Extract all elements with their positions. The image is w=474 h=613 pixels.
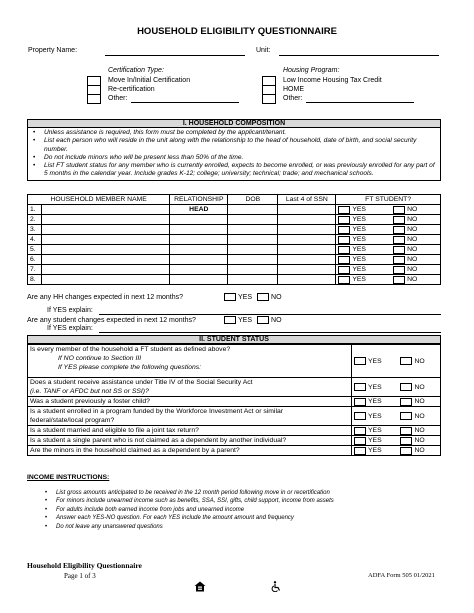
- no-label: NO: [414, 447, 425, 454]
- yes-label: YES: [352, 206, 366, 213]
- no-label: NO: [407, 276, 418, 283]
- yes-label: YES: [352, 236, 366, 243]
- s1-bullet: • List FT student status for any member who is currently enrolled, expects to become enrolled, or was previously enrolled for any part of 5 months in the calendar year. Include grades K-12; college; university; technical; trade; and mechanical schools.: [30, 162, 438, 179]
- table-row: [28, 245, 441, 255]
- row-number: 3.: [28, 225, 42, 235]
- ssn-cell[interactable]: [278, 235, 336, 245]
- table-row: [28, 436, 441, 446]
- yes-checkbox[interactable]: [354, 412, 366, 420]
- no-checkbox[interactable]: [393, 226, 405, 234]
- s1-bullet: • Unless assistance is required, this form must be completed by the applicant/tenant.: [30, 129, 438, 137]
- relationship-cell[interactable]: [170, 245, 228, 255]
- ssn-cell[interactable]: [278, 225, 336, 235]
- student-changes-yes-checkbox[interactable]: [224, 316, 236, 324]
- footer-form-number: ADFA Form 505 01/2021: [368, 572, 435, 579]
- no-checkbox[interactable]: [400, 447, 412, 455]
- yes-checkbox[interactable]: [354, 357, 366, 365]
- row-number: 5.: [28, 245, 42, 255]
- ssn-cell[interactable]: [278, 205, 336, 215]
- yes-checkbox[interactable]: [338, 256, 350, 264]
- no-label: NO: [414, 357, 425, 365]
- student-explain-label: If YES explain:: [47, 325, 93, 332]
- dob-cell[interactable]: [228, 205, 278, 215]
- q1-text: Is every member of the household a FT student as defined above?: [30, 346, 231, 353]
- yes-label: YES: [368, 383, 382, 391]
- no-label: NO: [414, 437, 425, 444]
- yes-label: YES: [238, 293, 253, 301]
- table-row: [28, 255, 441, 265]
- program-option-lihtc: Low Income Housing Tax Credit: [283, 77, 382, 84]
- yes-label: YES: [368, 437, 382, 444]
- yes-checkbox[interactable]: [338, 236, 350, 244]
- yes-checkbox[interactable]: [354, 383, 366, 391]
- no-checkbox[interactable]: [400, 383, 412, 391]
- s1-bullet: • List each person who will reside in the unit along with the relationship to the head of household, date of birth, and social security number.: [30, 137, 438, 154]
- col-dob: DOB: [228, 195, 278, 205]
- yes-label: YES: [352, 276, 366, 283]
- no-checkbox[interactable]: [400, 398, 412, 406]
- dob-cell[interactable]: [228, 275, 278, 285]
- cert-other-field[interactable]: [131, 94, 239, 103]
- program-heading: Housing Program:: [283, 67, 340, 74]
- ssn-cell[interactable]: [278, 265, 336, 275]
- no-label: NO: [271, 293, 282, 301]
- student-status-table: [27, 344, 441, 456]
- section-household-composition-heading: I. HOUSEHOLD COMPOSITION: [27, 119, 441, 128]
- program-lihtc-checkbox[interactable]: [263, 77, 275, 86]
- no-label: NO: [414, 412, 425, 420]
- program-home-checkbox[interactable]: [263, 86, 275, 95]
- col-ssn: Last 4 of SSN: [278, 195, 336, 205]
- dob-cell[interactable]: [228, 245, 278, 255]
- yes-checkbox[interactable]: [338, 276, 350, 284]
- row-number: 4.: [28, 235, 42, 245]
- program-option-other: Other:: [283, 95, 303, 103]
- no-label: NO: [414, 383, 425, 391]
- income-bullet: • List gross amounts anticipated to be received in the 12 month period following move in or recertification: [42, 489, 442, 497]
- cert-checkbox-group[interactable]: [87, 76, 101, 104]
- cert-heading: Certification Type:: [108, 67, 164, 74]
- no-checkbox[interactable]: [393, 236, 405, 244]
- footer-page-number: Page 1 of 3: [64, 572, 96, 580]
- name-cell[interactable]: [42, 265, 170, 275]
- student-changes-no-checkbox[interactable]: [257, 316, 269, 324]
- no-label: NO: [414, 427, 425, 434]
- row-number: 7.: [28, 265, 42, 275]
- no-checkbox[interactable]: [400, 437, 412, 445]
- col-ft-student: FT STUDENT?: [336, 195, 441, 205]
- ssn-cell[interactable]: [278, 275, 336, 285]
- page-title: HOUSEHOLD ELIGIBILITY QUESTIONNAIRE: [137, 26, 337, 37]
- col-relationship: RELATIONSHIP: [170, 195, 228, 205]
- no-checkbox[interactable]: [400, 357, 412, 365]
- q4-text-b: federal/state/local program?: [30, 417, 115, 424]
- name-cell[interactable]: [42, 225, 170, 235]
- household-members-table: [27, 194, 441, 285]
- row-number: 1.: [28, 205, 42, 215]
- yes-label: YES: [368, 398, 382, 405]
- q6-text: Is a student a single parent who is not claimed as a dependent by another individual?: [28, 436, 352, 446]
- no-checkbox[interactable]: [393, 276, 405, 284]
- student-explain-field[interactable]: [99, 324, 441, 333]
- yes-label: YES: [352, 256, 366, 263]
- col-member-name: HOUSEHOLD MEMBER NAME: [28, 195, 170, 205]
- property-name-field[interactable]: [105, 47, 245, 56]
- yes-checkbox[interactable]: [338, 226, 350, 234]
- no-checkbox[interactable]: [400, 427, 412, 435]
- no-checkbox[interactable]: [400, 412, 412, 420]
- q4-text: Is a student enrolled in a program funded by the Workforce Investment Act or similar: [30, 408, 283, 415]
- no-label: NO: [407, 256, 418, 263]
- table-row: [28, 407, 441, 426]
- hh-changes-question: Are any HH changes expected in next 12 months?: [27, 294, 184, 301]
- yes-label: YES: [352, 216, 366, 223]
- cert-option-other: Other:: [108, 95, 128, 103]
- table-row: [28, 275, 441, 285]
- accessibility-icon: [271, 581, 281, 594]
- hh-explain-field[interactable]: [99, 306, 441, 315]
- q2-text-b: (i.e. TANF or AFDC but not SS or SSI)?: [30, 388, 149, 395]
- cert-recert-checkbox[interactable]: [88, 86, 100, 95]
- hh-explain-label: If YES explain:: [47, 307, 93, 314]
- yes-checkbox[interactable]: [354, 398, 366, 406]
- q1-sub-yes: If YES please complete the following questions:: [58, 364, 202, 371]
- name-cell[interactable]: [42, 205, 170, 215]
- equal-housing-icon: [194, 581, 206, 594]
- section-1-instructions: [27, 128, 441, 181]
- cert-option-recert: Re-certification: [108, 86, 155, 94]
- table-row: [28, 345, 441, 378]
- name-cell[interactable]: [42, 255, 170, 265]
- no-checkbox[interactable]: [393, 266, 405, 274]
- hh-changes-no-checkbox[interactable]: [257, 293, 269, 301]
- yes-checkbox[interactable]: [338, 206, 350, 214]
- table-row: [28, 397, 441, 407]
- property-label: Property Name:: [28, 47, 78, 54]
- table-row: [28, 235, 441, 245]
- student-changes-question: Are any student changes expected in next 12 months?: [27, 317, 196, 324]
- no-checkbox[interactable]: [393, 256, 405, 264]
- unit-field[interactable]: [279, 47, 439, 56]
- dob-cell[interactable]: [228, 235, 278, 245]
- table-row: [28, 378, 441, 397]
- no-label: NO: [271, 316, 282, 324]
- table-row: [28, 225, 441, 235]
- ssn-cell[interactable]: [278, 245, 336, 255]
- no-label: NO: [414, 398, 425, 405]
- yes-checkbox[interactable]: [338, 216, 350, 224]
- cert-other-checkbox[interactable]: [88, 95, 100, 103]
- no-label: NO: [407, 246, 418, 253]
- ssn-cell[interactable]: [278, 215, 336, 225]
- income-bullet: • For adults include both earned income from jobs and unearned income: [42, 506, 442, 514]
- q7-text: Are the minors in the household claimed as a dependent by a parent?: [28, 446, 352, 456]
- dob-cell[interactable]: [228, 265, 278, 275]
- yes-checkbox[interactable]: [354, 427, 366, 435]
- name-cell[interactable]: [42, 215, 170, 225]
- table-header-row: [28, 195, 441, 205]
- relationship-cell[interactable]: [170, 235, 228, 245]
- ssn-cell[interactable]: [278, 255, 336, 265]
- yes-label: YES: [352, 266, 366, 273]
- yes-label: YES: [352, 246, 366, 253]
- unit-label: Unit:: [256, 47, 271, 54]
- q2-text: Does a student receive assistance under Title IV of the Social Security Act: [30, 379, 253, 386]
- row-number: 8.: [28, 275, 42, 285]
- name-cell[interactable]: [42, 245, 170, 255]
- income-bullet: • Answer each YES-NO question. For each YES include the amount amount and frequency: [42, 514, 442, 522]
- table-row: [28, 265, 441, 275]
- hh-changes-yes-checkbox[interactable]: [224, 293, 236, 301]
- q3-text: Was a student previously a foster child?: [28, 397, 352, 407]
- dob-cell[interactable]: [228, 255, 278, 265]
- income-bullet: • For minors include unearned income such as benefits, SSA, SSI, gifts, child support, income from assets: [42, 497, 442, 505]
- q1-sub-no: If NO continue to Section III: [58, 355, 142, 362]
- yes-label: YES: [368, 427, 382, 434]
- income-bullet: • Do not leave any unanswered questions: [42, 523, 442, 531]
- footer-form-title: Household Eligibility Questionnaire: [27, 561, 142, 570]
- yes-checkbox[interactable]: [354, 447, 366, 455]
- yes-label: YES: [352, 226, 366, 233]
- no-checkbox[interactable]: [393, 206, 405, 214]
- q5-text: Is a student married and eligible to file a joint tax return?: [28, 426, 352, 436]
- yes-checkbox[interactable]: [338, 266, 350, 274]
- yes-label: YES: [368, 412, 382, 420]
- no-label: NO: [407, 216, 418, 223]
- no-checkbox[interactable]: [393, 216, 405, 224]
- dob-cell[interactable]: [228, 215, 278, 225]
- relationship-cell[interactable]: [170, 255, 228, 265]
- income-instructions-list: [42, 489, 442, 531]
- row-number: 2.: [28, 215, 42, 225]
- yes-label: YES: [368, 447, 382, 454]
- yes-checkbox[interactable]: [354, 437, 366, 445]
- program-checkbox-group[interactable]: [262, 76, 276, 104]
- program-other-checkbox[interactable]: [263, 95, 275, 103]
- name-cell[interactable]: [42, 275, 170, 285]
- table-row: [28, 446, 441, 456]
- cert-move-in-checkbox[interactable]: [88, 77, 100, 86]
- no-label: NO: [407, 236, 418, 243]
- program-option-home: HOME: [283, 86, 304, 94]
- no-checkbox[interactable]: [393, 246, 405, 254]
- income-instructions-heading: INCOME INSTRUCTIONS:: [27, 474, 110, 481]
- table-row: [28, 205, 441, 215]
- cert-option-move-in: Move In/Initial Certification: [108, 77, 191, 84]
- section-student-status-heading: II. STUDENT STATUS: [27, 335, 441, 344]
- name-cell[interactable]: [42, 235, 170, 245]
- relationship-cell[interactable]: [170, 265, 228, 275]
- relationship-cell[interactable]: [170, 275, 228, 285]
- yes-label: YES: [238, 316, 253, 324]
- row-number: 6.: [28, 255, 42, 265]
- program-other-field[interactable]: [306, 94, 414, 103]
- s1-bullet: • Do not include minors who will be present less than 50% of the time.: [30, 154, 438, 162]
- yes-label: YES: [368, 357, 382, 365]
- no-label: NO: [407, 226, 418, 233]
- table-row: [28, 426, 441, 436]
- relationship-cell[interactable]: [170, 215, 228, 225]
- relationship-head: HEAD: [170, 205, 228, 215]
- dob-cell[interactable]: [228, 225, 278, 235]
- no-label: NO: [407, 206, 418, 213]
- yes-checkbox[interactable]: [338, 246, 350, 254]
- relationship-cell[interactable]: [170, 225, 228, 235]
- no-label: NO: [407, 266, 418, 273]
- table-row: [28, 215, 441, 225]
